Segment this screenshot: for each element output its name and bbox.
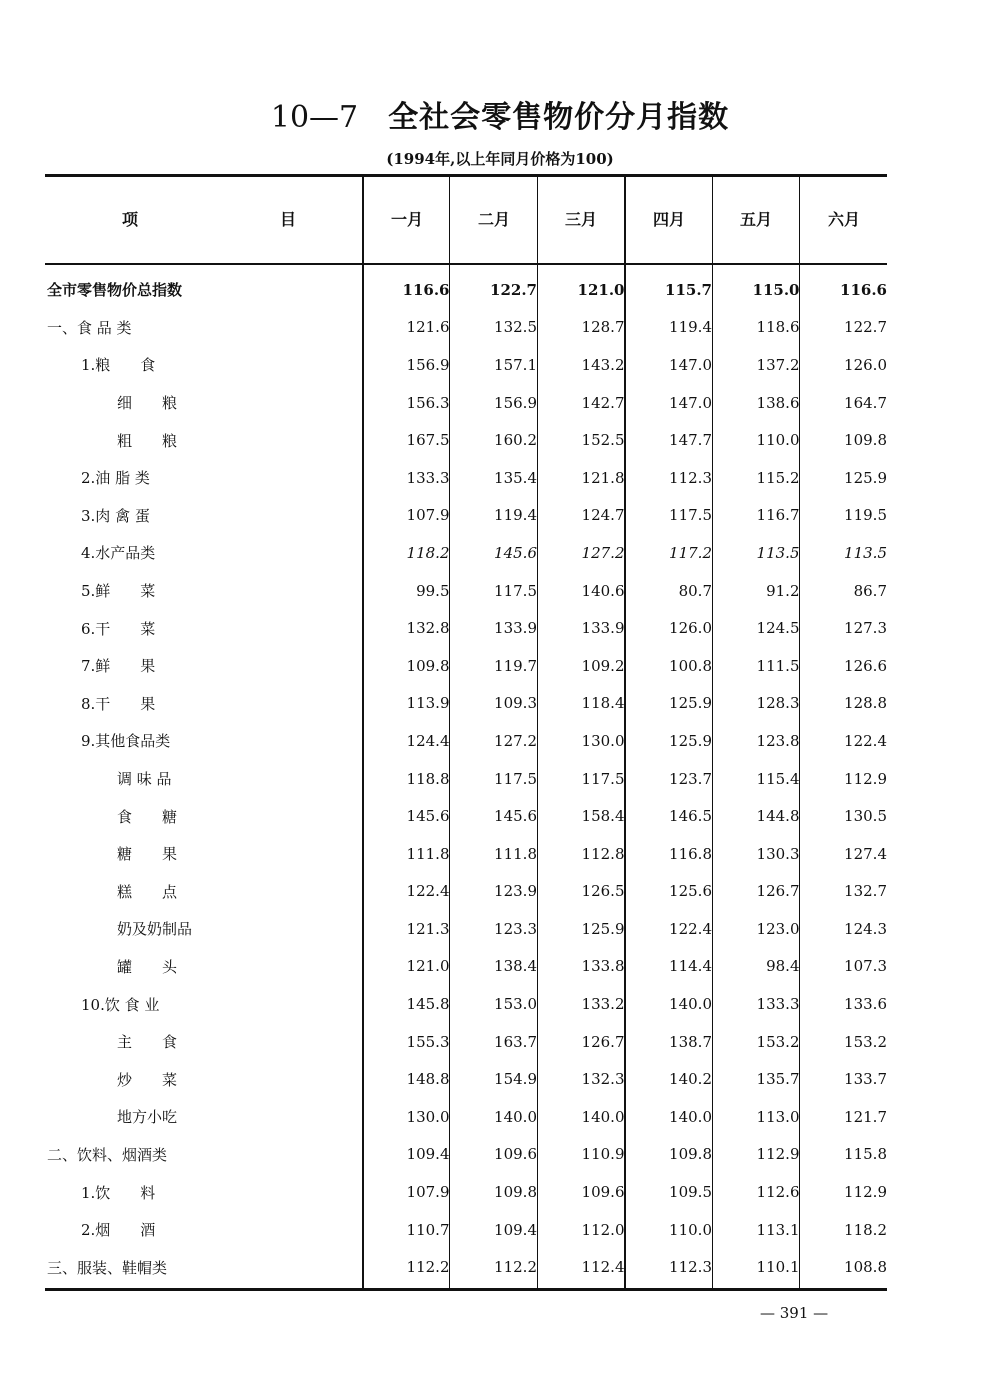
table-row (45, 1248, 887, 1286)
value-cell: 117.5 (581, 769, 625, 788)
value-cell: 121.0 (577, 280, 625, 299)
value-cell: 122.4 (844, 731, 887, 750)
table-row (45, 797, 887, 835)
value-cell: 145.6 (406, 807, 450, 826)
value-cell: 127.2 (581, 543, 625, 562)
value-cell: 119.5 (844, 506, 887, 525)
value-cell: 128.3 (756, 694, 800, 713)
value-cell: 126.0 (844, 355, 887, 374)
table-row (45, 760, 887, 798)
value-cell: 113.1 (756, 1220, 800, 1239)
row-label: 1.粮 食 (81, 356, 156, 375)
header-month-2: 二月 (477, 210, 510, 229)
value-cell: 146.5 (669, 807, 712, 826)
value-cell: 127.3 (844, 619, 887, 638)
value-cell: 112.9 (844, 1183, 887, 1202)
value-cell: 124.4 (406, 731, 450, 750)
value-cell: 80.7 (678, 581, 712, 600)
table-row (45, 384, 887, 422)
value-cell: 143.2 (581, 355, 625, 374)
value-cell: 153.2 (756, 1032, 800, 1051)
value-cell: 123.0 (756, 919, 800, 938)
value-cell: 153.0 (494, 995, 537, 1014)
value-cell: 132.5 (494, 318, 537, 337)
row-label: 奶及奶制品 (117, 920, 193, 939)
table-row (45, 685, 887, 723)
table-row (45, 1136, 887, 1174)
value-cell: 140.0 (581, 1107, 625, 1126)
value-cell: 160.2 (494, 431, 537, 450)
page-title (0, 92, 1000, 136)
value-cell: 107.9 (406, 1183, 450, 1202)
table-row (45, 346, 887, 384)
row-label: 糕 点 (117, 882, 178, 901)
value-cell: 112.3 (669, 1258, 712, 1277)
value-cell: 119.4 (669, 318, 712, 337)
table-row (45, 985, 887, 1023)
table-body (45, 271, 887, 1286)
table-row (45, 421, 887, 459)
value-cell: 155.3 (406, 1032, 450, 1051)
row-label: 10.饮 食 业 (81, 995, 160, 1014)
row-label: 细 粮 (117, 394, 178, 413)
value-cell: 157.1 (494, 355, 537, 374)
value-cell: 113.5 (756, 543, 800, 562)
value-cell: 109.8 (844, 431, 887, 450)
value-cell: 126.7 (581, 1032, 625, 1051)
value-cell: 107.3 (844, 957, 887, 976)
value-cell: 133.2 (581, 995, 625, 1014)
value-cell: 140.6 (581, 581, 625, 600)
header-month-1: 一月 (390, 210, 423, 229)
value-cell: 121.0 (406, 957, 450, 976)
value-cell: 130.0 (406, 1107, 450, 1126)
value-cell: 144.8 (756, 807, 800, 826)
value-cell: 115.0 (752, 280, 800, 299)
value-cell: 109.2 (581, 656, 625, 675)
value-cell: 128.7 (581, 318, 625, 337)
value-cell: 99.5 (416, 581, 450, 600)
table-row (45, 835, 887, 873)
table-row (45, 910, 887, 948)
row-label: 炒 菜 (117, 1070, 178, 1089)
value-cell: 121.3 (406, 919, 450, 938)
value-cell: 121.6 (406, 318, 450, 337)
value-cell: 138.4 (494, 957, 537, 976)
value-cell: 123.7 (669, 769, 712, 788)
value-cell: 118.6 (756, 318, 800, 337)
value-cell: 123.3 (494, 919, 537, 938)
value-cell: 115.2 (756, 468, 800, 487)
value-cell: 122.4 (406, 882, 450, 901)
value-cell: 109.6 (494, 1145, 537, 1164)
value-cell: 112.2 (406, 1258, 450, 1277)
header-month-5: 五月 (739, 210, 772, 229)
value-cell: 109.6 (581, 1183, 625, 1202)
value-cell: 147.7 (669, 431, 712, 450)
value-cell: 140.0 (669, 995, 712, 1014)
row-label: 糖 果 (117, 845, 178, 864)
value-cell: 118.8 (406, 769, 450, 788)
value-cell: 126.0 (669, 619, 712, 638)
value-cell: 148.8 (406, 1070, 450, 1089)
value-cell: 140.2 (669, 1070, 712, 1089)
row-label: 主 食 (117, 1033, 178, 1052)
value-cell: 121.7 (844, 1107, 887, 1126)
row-label: 食 糖 (117, 807, 178, 826)
value-cell: 164.7 (844, 393, 887, 412)
value-cell: 126.5 (581, 882, 625, 901)
row-label: 4.水产品类 (81, 544, 156, 563)
table-row (45, 1173, 887, 1211)
value-cell: 109.8 (406, 656, 450, 675)
value-cell: 145.6 (494, 807, 537, 826)
table-row (45, 271, 887, 309)
value-cell: 112.9 (844, 769, 887, 788)
value-cell: 133.3 (406, 468, 450, 487)
row-label: 地方小吃 (117, 1108, 178, 1127)
row-label: 粗 粮 (117, 431, 178, 450)
value-cell: 122.7 (490, 280, 537, 299)
value-cell: 140.0 (494, 1107, 537, 1126)
value-cell: 119.4 (494, 506, 537, 525)
value-cell: 135.4 (494, 468, 537, 487)
value-cell: 114.4 (669, 957, 712, 976)
value-cell: 125.9 (669, 731, 712, 750)
header-month-6: 六月 (827, 210, 860, 229)
value-cell: 86.7 (853, 581, 887, 600)
value-cell: 116.6 (840, 280, 887, 299)
row-label: 9.其他食品类 (81, 732, 171, 751)
value-cell: 100.8 (669, 656, 712, 675)
bottom-rule (45, 1288, 887, 1291)
table-row (45, 722, 887, 760)
value-cell: 116.7 (756, 506, 800, 525)
table-row (45, 1211, 887, 1249)
value-cell: 137.2 (756, 355, 800, 374)
value-cell: 135.7 (756, 1070, 800, 1089)
value-cell: 156.9 (494, 393, 537, 412)
value-cell: 112.2 (494, 1258, 537, 1277)
row-label: 3.肉 禽 蛋 (81, 506, 150, 525)
row-label: 1.饮 料 (81, 1183, 156, 1202)
row-label: 全市零售物价总指数 (47, 281, 183, 300)
header-item-left: 项 (121, 210, 138, 229)
value-cell: 127.4 (844, 844, 887, 863)
value-cell: 163.7 (494, 1032, 537, 1051)
value-cell: 127.2 (494, 731, 537, 750)
value-cell: 111.8 (406, 844, 450, 863)
table-row (45, 1098, 887, 1136)
value-cell: 130.0 (581, 731, 625, 750)
value-cell: 91.2 (766, 581, 800, 600)
value-cell: 133.7 (844, 1070, 887, 1089)
value-cell: 110.1 (756, 1258, 800, 1277)
value-cell: 119.7 (494, 656, 537, 675)
value-cell: 116.6 (402, 280, 450, 299)
header-rule (45, 263, 887, 265)
value-cell: 133.9 (494, 619, 537, 638)
value-cell: 167.5 (406, 431, 450, 450)
value-cell: 125.9 (669, 694, 712, 713)
value-cell: 118.2 (406, 543, 450, 562)
value-cell: 118.2 (844, 1220, 887, 1239)
value-cell: 145.8 (406, 995, 450, 1014)
value-cell: 145.6 (494, 543, 537, 562)
page-number: — 391 — (760, 1304, 829, 1322)
value-cell: 108.8 (844, 1258, 887, 1277)
value-cell: 138.7 (669, 1032, 712, 1051)
table-row (45, 1060, 887, 1098)
table-row (45, 647, 887, 685)
table-row (45, 534, 887, 572)
row-label: 8.干 果 (81, 694, 156, 713)
value-cell: 133.9 (581, 619, 625, 638)
value-cell: 158.4 (581, 807, 625, 826)
value-cell: 113.5 (844, 543, 887, 562)
value-cell: 116.8 (669, 844, 712, 863)
value-cell: 118.4 (581, 694, 625, 713)
value-cell: 98.4 (766, 957, 800, 976)
value-cell: 130.5 (844, 807, 887, 826)
table-row (45, 609, 887, 647)
table-row (45, 459, 887, 497)
value-cell: 140.0 (669, 1107, 712, 1126)
value-cell: 156.9 (406, 355, 450, 374)
value-cell: 113.9 (406, 694, 450, 713)
value-cell: 128.8 (844, 694, 887, 713)
table-number: 10—7 (270, 100, 359, 135)
row-label: 一、食 品 类 (47, 318, 132, 337)
header-month-3: 三月 (564, 210, 597, 229)
value-cell: 121.8 (581, 468, 625, 487)
value-cell: 133.8 (581, 957, 625, 976)
table-row (45, 497, 887, 535)
value-cell: 109.3 (494, 694, 537, 713)
table-row (45, 948, 887, 986)
value-cell: 132.3 (581, 1070, 625, 1089)
value-cell: 117.5 (669, 506, 712, 525)
value-cell: 112.0 (581, 1220, 625, 1239)
value-cell: 109.4 (494, 1220, 537, 1239)
value-cell: 115.8 (844, 1145, 887, 1164)
value-cell: 125.9 (844, 468, 887, 487)
value-cell: 125.9 (581, 919, 625, 938)
value-cell: 111.5 (756, 656, 800, 675)
value-cell: 115.4 (756, 769, 800, 788)
row-label: 罐 头 (117, 957, 178, 976)
row-label: 三、服装、鞋帽类 (47, 1258, 168, 1277)
value-cell: 109.5 (669, 1183, 712, 1202)
value-cell: 122.4 (669, 919, 712, 938)
value-cell: 112.8 (581, 844, 625, 863)
value-cell: 124.5 (756, 619, 800, 638)
value-cell: 117.5 (494, 769, 537, 788)
value-cell: 110.0 (669, 1220, 712, 1239)
value-cell: 132.7 (844, 882, 887, 901)
value-cell: 124.3 (844, 919, 887, 938)
row-label: 二、饮料、烟酒类 (47, 1145, 168, 1164)
value-cell: 132.8 (406, 619, 450, 638)
value-cell: 112.3 (669, 468, 712, 487)
value-cell: 107.9 (406, 506, 450, 525)
value-cell: 110.7 (406, 1220, 450, 1239)
table-row (45, 309, 887, 347)
value-cell: 117.2 (669, 543, 712, 562)
value-cell: 122.7 (844, 318, 887, 337)
value-cell: 133.3 (756, 995, 800, 1014)
table-row (45, 572, 887, 610)
table-title: 全社会零售物价分月指数 (388, 100, 730, 135)
value-cell: 112.4 (581, 1258, 625, 1277)
header-month-4: 四月 (652, 210, 685, 229)
value-cell: 125.6 (669, 882, 712, 901)
value-cell: 153.2 (844, 1032, 887, 1051)
value-cell: 111.8 (494, 844, 537, 863)
value-cell: 142.7 (581, 393, 625, 412)
row-label: 调 味 品 (117, 770, 172, 789)
value-cell: 156.3 (406, 393, 450, 412)
row-label: 5.鲜 菜 (81, 582, 156, 601)
value-cell: 126.6 (844, 656, 887, 675)
row-label: 2.油 脂 类 (81, 469, 150, 488)
table-subtitle: (1994年,以上年同月价格为100) (386, 150, 614, 168)
value-cell: 112.9 (756, 1145, 800, 1164)
row-label: 2.烟 酒 (81, 1221, 156, 1240)
row-label: 6.干 菜 (81, 619, 156, 638)
price-index-table (45, 271, 887, 1286)
value-cell: 117.5 (494, 581, 537, 600)
table-row (45, 873, 887, 911)
value-cell: 109.8 (669, 1145, 712, 1164)
value-cell: 133.6 (844, 995, 887, 1014)
value-cell: 110.0 (756, 431, 800, 450)
table-row (45, 1023, 887, 1061)
value-cell: 124.7 (581, 506, 625, 525)
value-cell: 123.8 (756, 731, 800, 750)
value-cell: 109.8 (494, 1183, 537, 1202)
value-cell: 147.0 (669, 355, 712, 374)
value-cell: 109.4 (406, 1145, 450, 1164)
value-cell: 115.7 (665, 280, 712, 299)
value-cell: 130.3 (756, 844, 800, 863)
value-cell: 123.9 (494, 882, 537, 901)
value-cell: 126.7 (756, 882, 800, 901)
row-label: 7.鲜 果 (81, 657, 156, 676)
value-cell: 147.0 (669, 393, 712, 412)
value-cell: 112.6 (756, 1183, 800, 1202)
value-cell: 138.6 (756, 393, 800, 412)
value-cell: 113.0 (756, 1107, 800, 1126)
header-item-right: 目 (279, 210, 296, 229)
value-cell: 110.9 (581, 1145, 625, 1164)
value-cell: 154.9 (494, 1070, 537, 1089)
value-cell: 152.5 (581, 431, 625, 450)
